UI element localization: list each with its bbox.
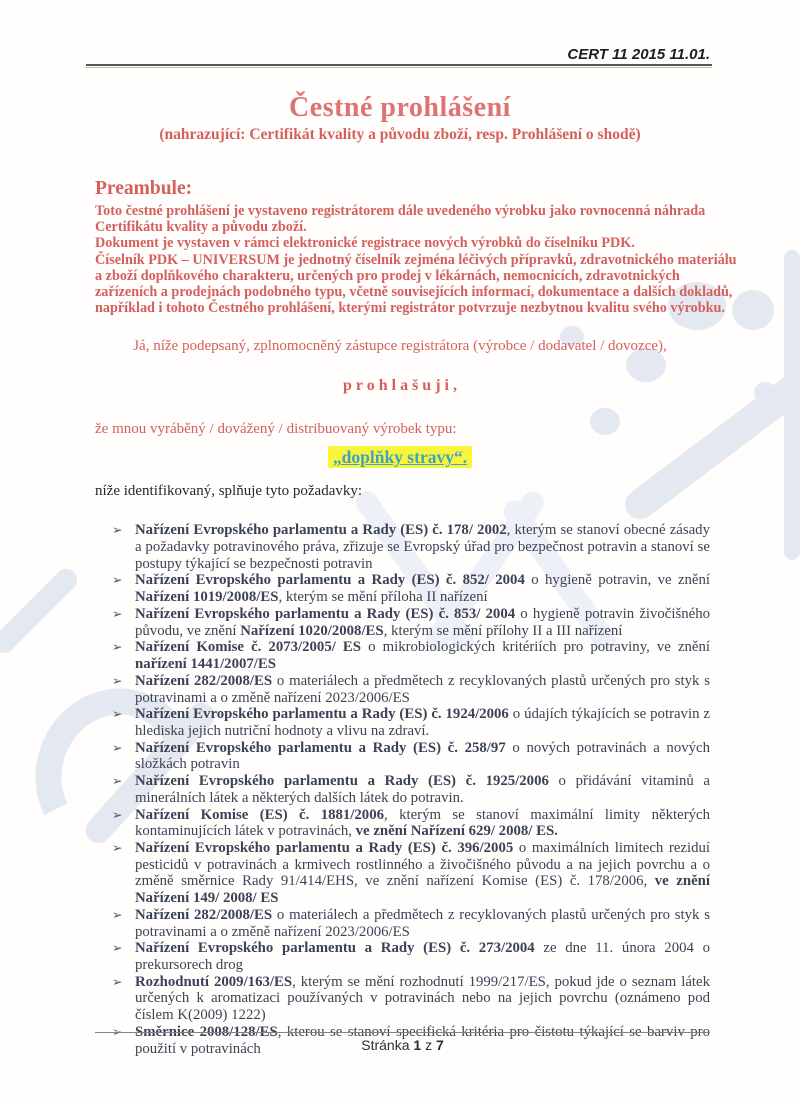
requirement-item	[112, 673, 710, 706]
requirement-item	[112, 773, 710, 806]
page-footer	[95, 1032, 710, 1053]
product-type-highlight: „doplňky stravy“.	[328, 446, 472, 468]
requirement-item	[112, 606, 710, 639]
regulation-reference: Nařízení Evropského parlamentu a Rady (ES) č. 178/ 2002	[135, 522, 507, 539]
requirement-item	[112, 907, 710, 940]
bullet-arrow-icon: ➢	[112, 740, 123, 755]
bullet-arrow-icon: ➢	[112, 974, 123, 989]
regulation-reference: Nařízení Evropského parlamentu a Rady (ES) č. 852/ 2004	[135, 572, 525, 589]
footer-of: z	[425, 1037, 433, 1053]
regulation-reference: ve znění Nařízení 629/ 2008/ ES.	[355, 823, 558, 840]
footer-total-pages: 7	[435, 1037, 444, 1053]
footer-page-number: 1	[413, 1037, 422, 1053]
regulation-reference: Nařízení Evropského parlamentu a Rady (ES) č. 273/2004	[135, 940, 535, 957]
requirement-item	[112, 572, 710, 605]
document-code: CERT 11 2015 11.01.	[567, 46, 710, 63]
regulation-description: , kterým se stanoví maximální limity některých kontaminujících látek v potravinách,	[135, 806, 710, 840]
requirement-item	[112, 940, 710, 973]
regulation-reference: Nařízení 282/2008/ES	[135, 672, 273, 689]
regulation-reference: Směrnice 2008/128/ES	[135, 1023, 278, 1040]
requirement-item	[112, 639, 710, 672]
footer-label: Stránka	[361, 1037, 410, 1053]
requirement-item	[112, 706, 710, 739]
regulation-description: , kterým se mění přílohy II a III nařízení	[383, 622, 623, 639]
regulation-description: , kterým se mění rozhodnutí 1999/217/ES, pokud jde o seznam látek určených k aromatizaci používaných v potravinách nebo na jejich povrchu (oznámeno pod číslem K(2009) 1222)	[135, 973, 710, 1024]
declaration-intro: Já, níže podepsaný, zplnomocněný zástupce registrátora (výrobce / dodavatel / dovozce),	[133, 338, 667, 355]
requirement-item	[112, 522, 710, 572]
bullet-arrow-icon: ➢	[112, 774, 123, 789]
preamble-section	[95, 178, 743, 316]
requirement-item	[112, 974, 710, 1024]
document-title: Čestné prohlášení	[289, 92, 511, 123]
bullet-arrow-icon: ➢	[112, 640, 123, 655]
regulation-description: o přidávání vitaminů a minerálních látek a některých dalších látek do potravin.	[135, 773, 710, 806]
bullet-arrow-icon: ➢	[112, 523, 123, 538]
regulation-description: ze dne 11. února 2004 o prekursorech drog	[135, 940, 710, 973]
preamble-heading: Preambule:	[95, 178, 193, 199]
regulation-reference: Nařízení Evropského parlamentu a Rady (ES) č. 853/ 2004	[135, 605, 516, 622]
regulation-description: , kterým se stanoví obecné zásady a požadavky potravinového práva, zřizuje se Evropský úřad pro bezpečnost potravin a stanoví se postupy týkající se bezpečnosti potravin	[135, 522, 710, 572]
bullet-arrow-icon: ➢	[112, 1024, 123, 1039]
regulation-reference: Nařízení 282/2008/ES	[135, 906, 273, 923]
header-rule	[86, 64, 712, 68]
regulation-description: o mikrobiologických kritériích pro potraviny, ve znění	[361, 639, 710, 656]
regulation-reference: Nařízení Evropského parlamentu a Rady (ES) č. 1924/2006	[135, 706, 509, 723]
bullet-arrow-icon: ➢	[112, 807, 123, 822]
regulation-description: o údajích týkajících se potravin z hlediska jejich nutriční hodnoty a vlivu na zdraví.	[135, 706, 710, 739]
bullet-arrow-icon: ➢	[112, 573, 123, 588]
regulation-reference: Rozhodnutí 2009/163/ES	[135, 973, 293, 990]
requirement-item	[112, 807, 710, 840]
regulation-description: o materiálech a předmětech z recyklovaných plastů určených pro styk s potravinami a o změně nařízení 2023/2006/ES	[135, 672, 710, 706]
regulation-description: o maximálních limitech reziduí pesticidů v potravinách a krmivech rostlinného a živočišného původu a na jejich povrchu a o změně směrnice Rady 91/414/EHS, ve znění nařízení Komise (ES) č. 178/2006,	[135, 839, 710, 890]
regulation-reference: Nařízení Evropského parlamentu a Rady (ES) č. 396/2005	[135, 839, 514, 856]
bullet-arrow-icon: ➢	[112, 606, 123, 621]
bullet-arrow-icon: ➢	[112, 673, 123, 688]
regulation-reference: Nařízení Komise č. 2073/2005/ ES	[135, 639, 362, 656]
declaration-product-type-line: že mnou vyráběný / dovážený / distribuovaný výrobek typu:	[95, 421, 457, 438]
requirement-item	[112, 740, 710, 773]
regulation-reference: Nařízení Komise (ES) č. 1881/2006	[135, 806, 384, 823]
regulation-description: o materiálech a předmětech z recyklovaných plastů určených pro styk s potravinami a o změně nařízení 2023/2006/ES	[135, 906, 710, 940]
declaration-verb: p r o h l a š u j i ,	[343, 377, 457, 395]
regulation-reference: ve znění Nařízení 149/ 2008/ ES	[135, 873, 710, 907]
product-type-highlight-wrap	[0, 447, 800, 468]
regulation-description: , kterým se mění příloha II nařízení	[278, 589, 488, 606]
preamble-paragraph: Toto čestné prohlášení je vystaveno registrátorem dále uvedeného výrobku jako rovnocenná náhrada Certifikátu kvality a původu zboží.	[95, 203, 706, 236]
requirement-item	[112, 840, 710, 907]
bullet-arrow-icon: ➢	[112, 707, 123, 722]
preamble-paragraph: Číselník PDK – UNIVERSUM je jednotný číselník zejména léčivých přípravků, zdravotnického materiálu a zboží doplňkového charakteru, určených pro prodej v lékárnách, nemocnicích, zdravotnických zařízeních a prodejnách podobného typu, včetně souvisejících informací, dokumentace a dalších dokladů, například i tohoto Čestného prohlášení, kterými registrátor potvrzuje nezbytnou kvalitu svého výrobku.	[95, 251, 737, 317]
regulation-reference: Nařízení Evropského parlamentu a Rady (ES) č. 258/97	[135, 739, 506, 756]
regulation-description: , kterou se stanoví specifická kritéria pro čistotu týkající se barviv pro použití v potravinách	[135, 1023, 710, 1057]
declaration-follow-line: níže identifikovaný, splňuje tyto požadavky:	[95, 483, 363, 500]
regulation-description: o hygieně potravin živočišného původu, ve znění	[135, 605, 710, 639]
regulation-description: o hygieně potravin, ve znění	[524, 572, 710, 589]
requirements-list	[112, 522, 710, 1057]
bullet-arrow-icon: ➢	[112, 907, 123, 922]
bullet-arrow-icon: ➢	[112, 941, 123, 956]
document-subtitle: (nahrazující: Certifikát kvality a původu zboží, resp. Prohlášení o shodě)	[159, 126, 641, 143]
regulation-reference: Nařízení 1020/2008/ES	[240, 622, 384, 639]
preamble-paragraph: Dokument je vystaven v rámci elektronické registrace nových výrobků do číselníku PDK.	[95, 235, 635, 252]
bullet-arrow-icon: ➢	[112, 840, 123, 855]
regulation-reference: Nařízení Evropského parlamentu a Rady (ES) č. 1925/2006	[135, 773, 549, 790]
document-content	[0, 46, 800, 1057]
regulation-reference: nařízení 1441/2007/ES	[135, 656, 276, 673]
regulation-reference: Nařízení 1019/2008/ES	[135, 589, 279, 606]
regulation-description: o nových potravinách a nových složkách potravin	[135, 739, 710, 773]
